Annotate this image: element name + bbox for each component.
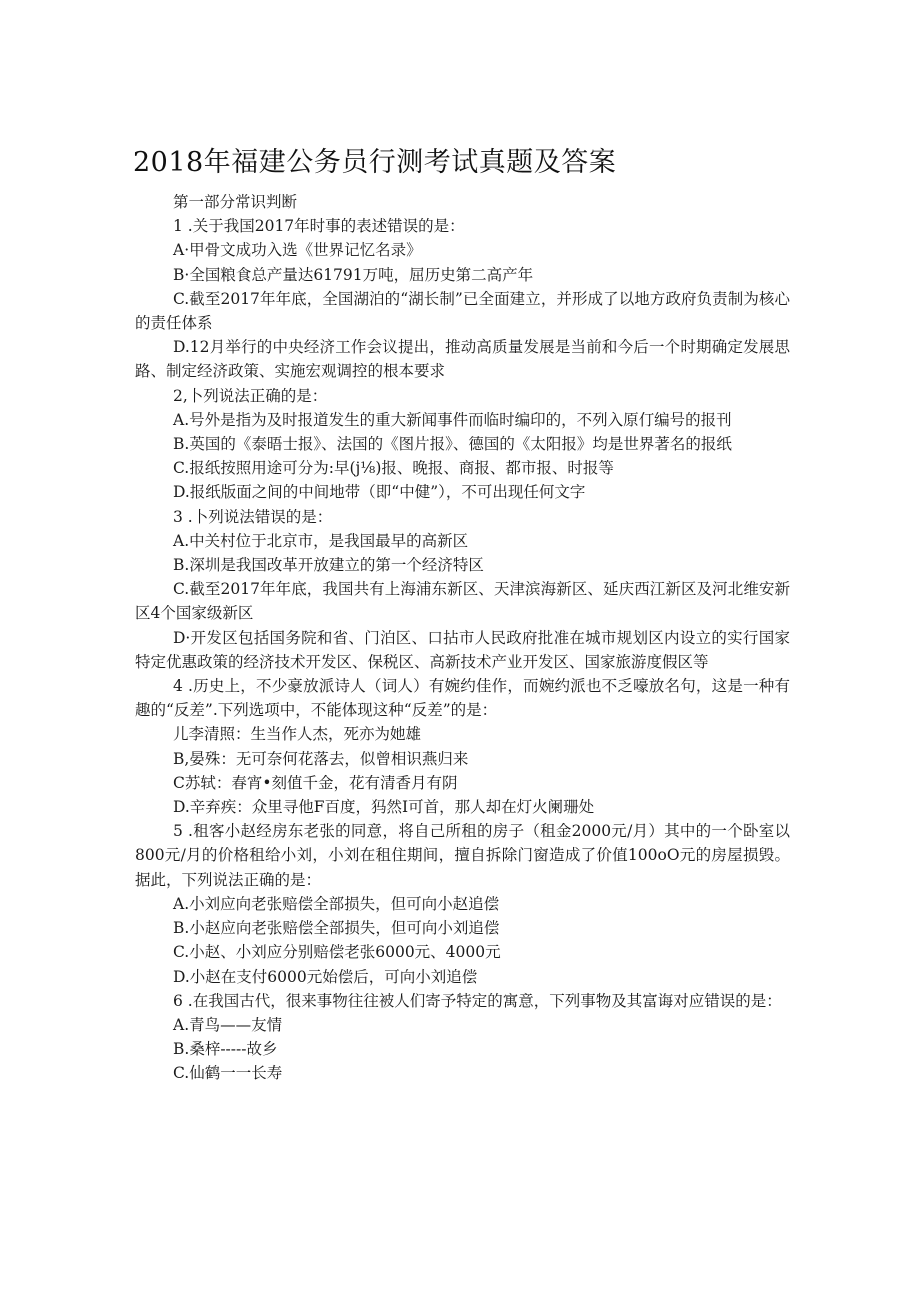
question-4-option-a: 儿李清照：生当作人杰，死亦为她雄 <box>173 725 422 744</box>
question-2-option-a: A.号外是指为及时报道发生的重大新闻事件而临时编印的，不列入原仃编号的报刊 <box>173 410 732 429</box>
question-3-stem: 3 .卜列说法错误的是： <box>173 507 333 526</box>
question-1-stem: 1 .关于我国2017年时事的表述错误的是： <box>173 217 465 236</box>
question-5-stem: 5 .租客小赵经房东老张的同意，将自己所租的房子（租金2000元/月）其中的一个卧室以800元/月的价格租给小刘，小刘在租住期间，擅自拆除门窗造成了价值100oO元的房屋损毁。据此，下列说法正确的是： <box>135 822 790 889</box>
question-2-option-b: B.英国的《泰晤士报》、法国的《图片报》、德国的《太阳报》均是世界著名的报纸 <box>173 435 732 454</box>
question-1-option-d: D.12月举行的中央经济工作会议提出，推动高质量发展是当前和今后一个时期确定发展思路、制定经济政策、实施宏观调控的根本要求 <box>135 338 790 381</box>
section-heading: 第一部分常识判断 <box>173 193 298 211</box>
question-4-option-c: C苏轼：春宵•刻值千金，花有清香月有阴 <box>173 773 458 792</box>
question-5-option-a: A.小刘应向老张赔偿全部损失，但可向小赵追偿 <box>173 894 500 913</box>
question-6-option-b: B.桑梓-----故乡 <box>173 1040 278 1059</box>
question-2-stem: 2,卜列说法正确的是： <box>173 386 328 405</box>
question-3-option-b: B.深圳是我国改革开放建立的第一个经济特区 <box>173 556 484 575</box>
question-4-stem: 4 .历史上，不少豪放派诗人（词人）有婉约佳作，而婉约派也不乏嚎放名句，这是一种有趣的“反差”.下列选项中，不能体现这种“反差”的是： <box>135 677 790 720</box>
question-2-option-c: C.报纸按照用途可分为:早(j⅛)报、晚报、商报、都市报、时报等 <box>173 459 614 478</box>
question-6-stem: 6 .在我国古代，很来事物往往被人们寄予特定的寓意，下列事物及其富诲对应错误的是： <box>173 991 782 1010</box>
document-body <box>135 190 790 1086</box>
question-5-option-b: B.小赵应向老张赔偿全部损失，但可向小刘追偿 <box>173 919 500 938</box>
question-2-option-d: D.报纸版面之间的中间地带（即“中健”），不可出现任何文字 <box>173 483 586 502</box>
document-title: 2018年福建公务员行测考试真题及答案 <box>133 147 617 178</box>
question-3-option-c: C.截至2017年年底，我国共有上海浦东新区、天津滨海新区、延庆西江新区及河北维安新区4个国家级新区 <box>135 580 790 623</box>
question-3-option-a: A.中关村位于北京市，是我国最早的高新区 <box>173 531 469 550</box>
question-1-option-a: A·甲骨文成功入选《世界记忆名录》 <box>173 241 422 260</box>
question-6-option-a: A.青鸟——友情 <box>173 1015 283 1034</box>
question-1-option-c: C.截至2017年年底，全国湖泊的“湖长制”已全面建立，并形成了以地方政府负责制为核心的责任体系 <box>135 289 790 333</box>
question-3-option-d: D·开发区包括国务院和省、门泊区、口拈市人民政府批准在城市规划区内设立的实行国家特定优惠政策的经济技术开发区、保税区、高新技术产业开发区、国家旅游度假区等 <box>135 628 790 671</box>
question-6-option-c: C.仙鹤一一长寿 <box>173 1064 283 1083</box>
question-4-option-b: B,晏殊：无可奈何花落去，似曾相识燕归来 <box>173 749 469 768</box>
question-1-option-b: B·全国粮食总产量达61791万吨，屈历史第二高产年 <box>173 265 534 284</box>
question-4-option-d: D.辛弃疾：众里寻他F百度，犸然I可首，那人却在灯火阑珊处 <box>173 798 595 817</box>
question-5-option-c: C.小赵、小刘应分别赔偿老张6000元、4000元 <box>173 943 501 962</box>
question-5-option-d: D.小赵在支付6000元始偿后，可向小刘追偿 <box>173 967 478 986</box>
